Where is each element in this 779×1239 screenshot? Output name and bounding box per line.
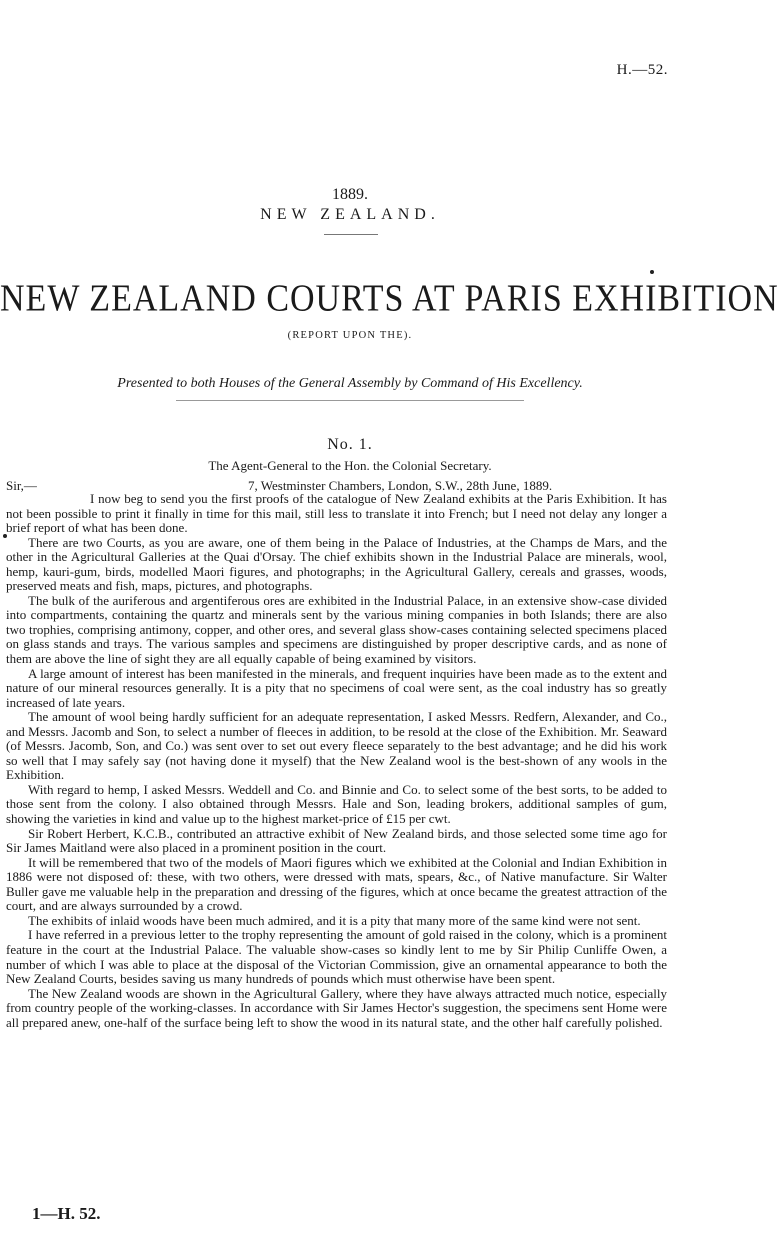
paragraph: The amount of wool being hardly sufficient for an adequate representation, I asked Messrs. Redfern, Alexander, and Co., and Messrs. Jacomb and Son, to select a number of fleeces in addition, to be resold at the close of the Exhibition. Mr. Seaward (of Messrs. Jacomb, Son, and Co.) was sent over to set out every fleece separately to the best advantage; and he did his work so well that I may safely say (not having done it myself) that the New Zealand wool is the best-shown of any wools in the Exhibition. (6, 709, 667, 783)
paragraph: The exhibits of inlaid woods have been much admired, and it is a pity that many more of the same kind were not sent. (28, 912, 641, 928)
paragraph: I have referred in a previous letter to the trophy representing the amount of gold raised in the colony, which is a prominent feature in the court at the Industrial Palace. The valuable show-cases so kindly lent to me by Sir Philip Cunliffe Owen, a number of which I was able to place at the disposal of the Victorian Commission, give an ornamental appearance to both the New Zealand Courts, besides saving us many hundreds of pounds which must otherwise have been spent. (6, 927, 667, 987)
ink-speck (650, 270, 654, 274)
letter-number: No. 1. (327, 436, 373, 453)
document-reference: H.—52. (616, 62, 668, 78)
letter-heading: The Agent-General to the Hon. the Colonial Secretary. (208, 458, 492, 473)
short-divider (324, 234, 378, 235)
salutation: Sir,— (6, 478, 37, 493)
main-title: NEW ZEALAND COURTS AT PARIS EXHIBITION (0, 278, 779, 320)
paragraph: The bulk of the auriferous and argentiferous ores are exhibited in the Industrial Palace, in an extensive show-case divided into compartments, containing the quartz and minerals sent by the various mining companies in both Islands; there are also two trophies, comprising antimony, copper, and other ores, and several glass show-cases containing selected specimens placed on glass stands and trays. The various samples and specimens are distinguished by proper descriptive cards, and as none of them are above the line of sight they are all equally capable of being examined by visitors. (6, 592, 667, 667)
signature-mark: 1—H. 52. (32, 1204, 101, 1223)
paragraph: I now beg to send you the first proofs of the catalogue of New Zealand exhibits at the Paris Exhibition. It has not been possible to print it finally in time for this mail, still less to translate it into French; but I need not delay any longer a brief report of what has been done. (6, 491, 667, 536)
paragraph: A large amount of interest has been manifested in the minerals, and frequent inquiries have been made as to the extent and nature of our mineral resources generally. It is a pity that no specimens of coal were sent, as the coal industry has so greatly increased of late years. (6, 665, 667, 710)
year: 1889. (332, 186, 368, 203)
paragraph: There are two Courts, as you are aware, one of them being in the Palace of Industries, at the Champs de Mars, and the other in the Agricultural Galleries at the Quai d'Orsay. The chief exhibits shown in the Industrial Palace are minerals, wool, hemp, kauri-gum, birds, modelled Maori figures, and photographs; in the Agricultural Gallery, cereals and grasses, woods, preserved meats and fish, maps, pictures, and photographs. (6, 534, 667, 594)
presented-line: Presented to both Houses of the General Assembly by Command of His Excellency. (117, 376, 583, 391)
letter-address: 7, Westminster Chambers, London, S.W., 28th June, 1889. (248, 478, 553, 493)
paragraph: It will be remembered that two of the models of Maori figures which we exhibited at the Colonial and Indian Exhibition in 1886 were not disposed of: these, with two others, were dressed with mats, spears, &c., of Native manufacture. Sir Walter Buller gave me valuable help in the preparation and dressing of the figures, which at once became the greatest attraction of the court, and are always surrounded by a crowd. (6, 854, 667, 914)
letter-body (6, 492, 667, 1030)
paragraph: The New Zealand woods are shown in the Agricultural Gallery, where they have always attracted much notice, especially from country people of the working-classes. In accordance with Sir James Hector's suggestion, the specimens sent Home were all prepared anew, one-half of the surface being left to show the wood in its natural state, and the other half carefully polished. (6, 985, 667, 1030)
long-divider (176, 400, 524, 401)
country-heading: NEW ZEALAND. (260, 206, 440, 223)
paragraph: With regard to hemp, I asked Messrs. Weddell and Co. and Binnie and Co. to select some of the best sorts, to be added to those sent from the colony. I also obtained through Messrs. Hale and Son, leading brokers, additional samples of gum, showing the varieties in kind and value up to the highest market-price of £15 per cwt. (6, 781, 667, 827)
paragraph: Sir Robert Herbert, K.C.B., contributed an attractive exhibit of New Zealand birds, and those selected some time ago for Sir James Maitland were also placed in a prominent position in the court. (6, 825, 667, 856)
sub-title: (REPORT UPON THE). (287, 330, 413, 341)
